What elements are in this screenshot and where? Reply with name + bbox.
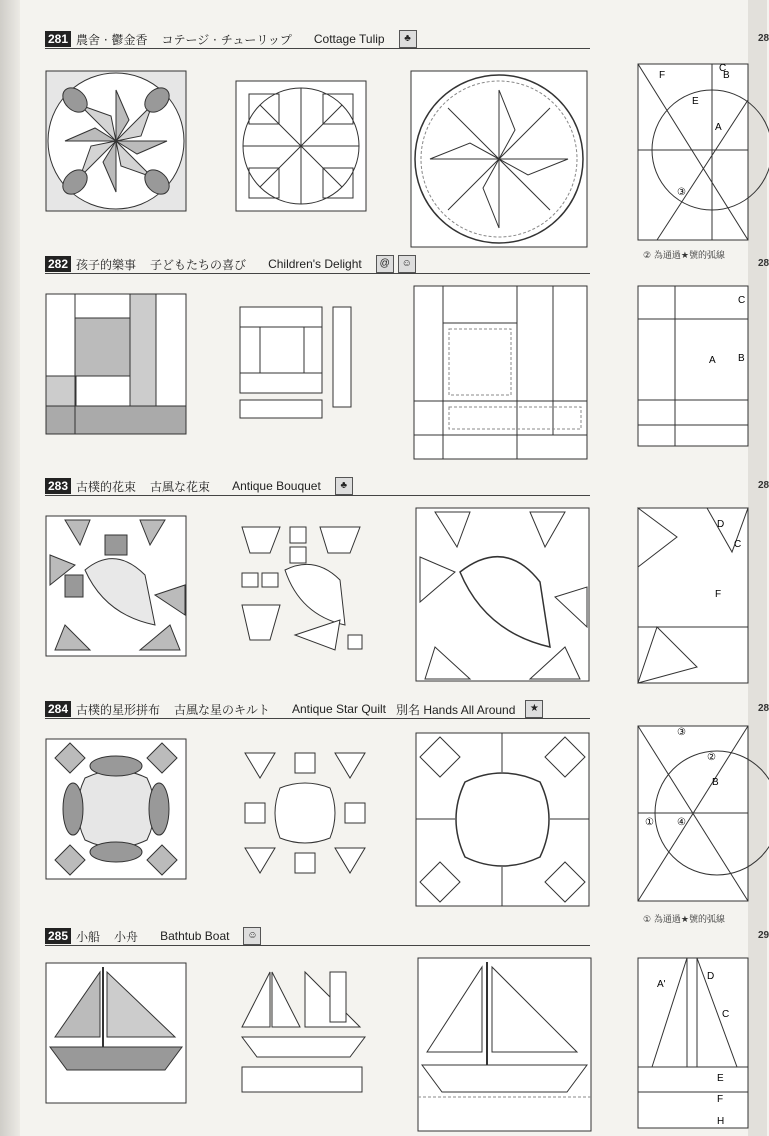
child-face-icon: ☺ [398, 255, 416, 273]
piece-letter: ④ [677, 817, 686, 828]
binding-gutter [0, 0, 20, 1136]
section-header [45, 255, 590, 274]
english-title: Antique Star Quilt [291, 702, 386, 716]
piece-diagram-figure [637, 507, 749, 687]
japanese-title: 古風な花束 [150, 479, 211, 494]
piece-letter: A [715, 122, 722, 133]
piece-letter: B [712, 777, 719, 788]
star-icon: ★ [525, 700, 543, 718]
piece-letter: ③ [677, 187, 686, 198]
finished-block-figure [45, 962, 187, 1104]
piece-diagram-figure [637, 957, 749, 1132]
japanese-title: 古風な星のキルト [174, 702, 270, 717]
chinese-title: 孩子的樂事 [76, 257, 137, 272]
block-number: 285 [45, 928, 71, 944]
japanese-title: 小舟 [114, 929, 139, 944]
piece-letter: F [717, 1094, 724, 1105]
pattern-figure [415, 507, 590, 682]
pieces-figure [235, 305, 365, 425]
block-number: 282 [45, 256, 71, 272]
section-header [45, 927, 590, 946]
pieces-figure [240, 748, 370, 878]
piece-letter: F [715, 589, 722, 600]
finished-block-figure [45, 293, 187, 435]
alias-title: 別名 Hands All Around [396, 702, 516, 717]
piece-diagram-figure [637, 60, 749, 245]
section-284 [45, 700, 745, 925]
pieces-figure [240, 967, 370, 1097]
chinese-title: 古樸的花束 [76, 479, 137, 494]
chinese-title: 小船 [76, 929, 101, 944]
next-page-number: 28 [758, 703, 769, 714]
japanese-title: コテージ · チューリップ [161, 32, 292, 47]
finished-block-figure [45, 738, 187, 880]
pattern-figure [417, 957, 592, 1132]
next-page-number: 28 [758, 258, 769, 269]
english-title: Children's Delight [268, 257, 362, 271]
face-icon: ☺ [243, 927, 261, 945]
pattern-figure [415, 732, 590, 907]
piece-letter: ③ [677, 727, 686, 738]
japanese-title: 子どもたちの喜び [150, 257, 247, 272]
section-281 [45, 30, 745, 261]
section-header [45, 700, 590, 719]
piece-letter: C [738, 295, 746, 306]
english-title: Antique Bouquet [232, 479, 321, 493]
pattern-figure [410, 70, 588, 248]
section-283 [45, 477, 745, 697]
piece-letter: D [717, 519, 725, 530]
section-285 [45, 927, 745, 1136]
finished-block-figure [45, 70, 187, 212]
pieces-figure [235, 80, 367, 212]
block-number: 281 [45, 31, 71, 47]
piece-letter: C [719, 63, 727, 74]
piece-diagram-figure [637, 725, 749, 905]
piece-letter: ② [707, 752, 716, 763]
pieces-figure [240, 525, 370, 655]
next-page-number: 28 [758, 33, 769, 44]
piece-letter: H [717, 1116, 725, 1127]
section-header [45, 30, 590, 49]
piece-letter: B [723, 70, 730, 81]
piece-letter: E [717, 1073, 724, 1084]
piece-letter: C [734, 539, 742, 550]
piece-letter: E [692, 96, 699, 107]
piece-letter: F [659, 70, 666, 81]
piece-letter: C [722, 1009, 730, 1020]
piece-letter: A [709, 355, 716, 366]
tree-icon: ♣ [335, 477, 353, 495]
english-title: Cottage Tulip [313, 32, 385, 46]
arc-note: ② 為通過★號的弧線 [643, 251, 725, 261]
next-page-number: 29 [758, 930, 769, 941]
block-number: 284 [45, 701, 71, 717]
spiral-icon: @ [376, 255, 394, 273]
piece-letter: A' [657, 979, 666, 990]
chinese-title: 古樸的星形拼布 [76, 702, 161, 717]
section-282 [45, 255, 745, 470]
tree-icon: ♣ [399, 30, 417, 48]
piece-letter: ① [645, 817, 654, 828]
section-header [45, 477, 590, 496]
block-number: 283 [45, 478, 71, 494]
piece-diagram-figure [637, 285, 749, 450]
next-page-edge [748, 0, 767, 1136]
pattern-figure [413, 285, 588, 460]
piece-letter: B [738, 353, 745, 364]
piece-letter: D [707, 971, 715, 982]
english-title: Bathtub Boat [160, 929, 230, 943]
finished-block-figure [45, 515, 187, 657]
next-page-number: 28 [758, 480, 769, 491]
arc-note: ① 為通過★號的弧線 [643, 915, 725, 925]
chinese-title: 農舍 · 鬱金香 [76, 32, 148, 47]
